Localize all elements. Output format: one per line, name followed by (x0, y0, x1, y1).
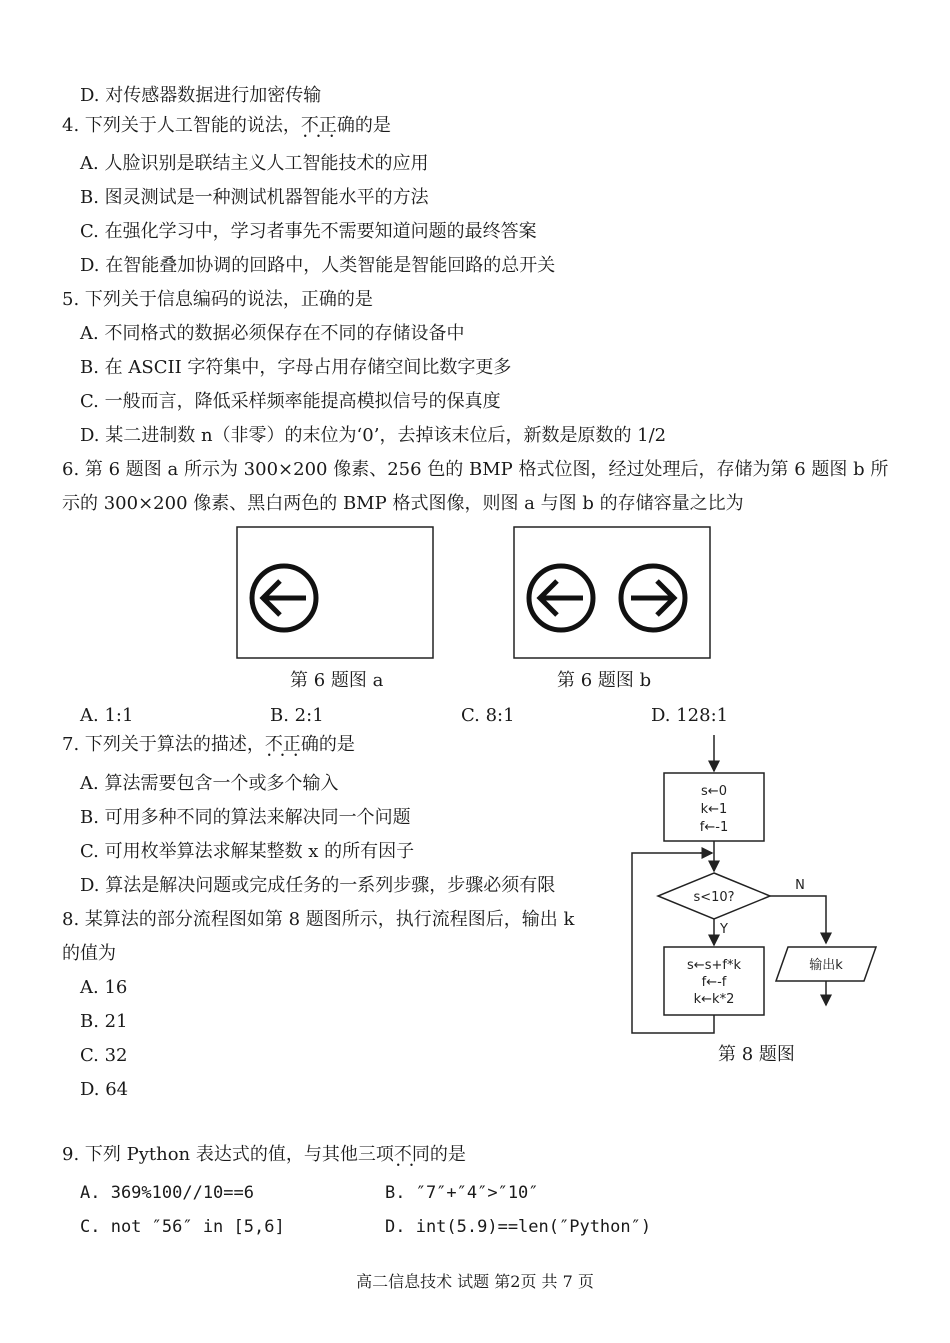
q6-figure-a (236, 526, 436, 660)
q7-option-a: A. 算法需要包含一个或多个输入 (80, 773, 339, 794)
page-footer: 高二信息技术 试题 第2页 共 7 页 (356, 1272, 594, 1291)
flow-init-line3: f←-1 (699, 820, 729, 835)
q4-stem (62, 113, 391, 139)
flow-init-line1: s←0 (701, 784, 727, 799)
q8-caption: 第 8 题图 (718, 1044, 795, 1065)
q7-stem-emphasis: 不正确 • • • (265, 734, 319, 755)
flow-condition-text: s<10? (693, 890, 735, 905)
q6-caption-b: 第 6 题图 b (557, 670, 652, 691)
q4-option-b: B. 图灵测试是一种测试机器智能水平的方法 (80, 187, 429, 208)
q4-stem-emphasis: 不正确 • • • (301, 115, 355, 136)
q8-flowchart (620, 735, 890, 1035)
q6-option-d: D. 128:1 (651, 705, 729, 726)
q5-stem: 5. 下列关于信息编码的说法，正确的是 (62, 289, 373, 310)
q8-option-a: A. 16 (80, 977, 128, 998)
q4-stem-text: 4. 下列关于人工智能的说法， (62, 115, 301, 136)
q9-stem-text: 9. 下列 Python 表达式的值，与其他三项 (62, 1144, 394, 1165)
q6-option-c: C. 8:1 (461, 705, 515, 726)
q7-stem-tail: 的是 (318, 734, 355, 755)
q6-caption-a: 第 6 题图 a (290, 670, 384, 691)
q5-option-a: A. 不同格式的数据必须保存在不同的存储设备中 (80, 323, 465, 344)
flow-init-line2: k←1 (700, 802, 728, 817)
flow-no-label: N (795, 878, 805, 893)
q4-stem-tail: 的是 (354, 115, 391, 136)
q4-option-d: D. 在智能叠加协调的回路中，人类智能是智能回路的总开关 (80, 255, 556, 276)
q7-stem (62, 732, 355, 758)
q9-option-d: D. int(5.9)==len(″Python″) (385, 1217, 652, 1237)
q5-option-d: D. 某二进制数 n（非零）的末位为‘0’，去掉该末位后，新数是原数的 1/2 (80, 425, 667, 446)
q9-stem-emphasis: 不同 • • (394, 1144, 430, 1165)
flow-body-line1: s←s+f*k (687, 958, 741, 973)
q6-figure-b (513, 526, 713, 660)
q9-option-b: B. ″7″+″4″>″10″ (385, 1183, 539, 1203)
q7-option-c: C. 可用枚举算法求解某整数 x 的所有因子 (80, 841, 415, 862)
q6-stem-line2: 示的 300×200 像素、黑白两色的 BMP 格式图像，则图 a 与图 b 的存储容量之比为 (62, 493, 744, 514)
q8-option-d: D. 64 (80, 1079, 129, 1100)
q4-option-a: A. 人脸识别是联结主义人工智能技术的应用 (80, 153, 429, 174)
q8-option-c: C. 32 (80, 1045, 128, 1066)
flow-body-line3: k←k*2 (693, 992, 735, 1007)
q8-stem-line1: 8. 某算法的部分流程图如第 8 题图所示，执行流程图后，输出 k (62, 909, 575, 930)
q9-option-a: A. 369%100//10==6 (80, 1183, 254, 1203)
q8-option-b: B. 21 (80, 1011, 128, 1032)
q7-option-d: D. 算法是解决问题或完成任务的一系列步骤，步骤必须有限 (80, 875, 556, 896)
q9-option-c: C. not ″56″ in [5,6] (80, 1217, 285, 1237)
q9-stem-tail: 的是 (429, 1144, 466, 1165)
q6-option-a: A. 1:1 (80, 705, 134, 726)
flow-yes-label: Y (720, 922, 728, 937)
q7-stem-text: 7. 下列关于算法的描述， (62, 734, 265, 755)
q4-option-c: C. 在强化学习中，学习者事先不需要知道问题的最终答案 (80, 221, 537, 242)
flow-body-line2: f←-f (701, 975, 727, 990)
q3-option-d: D. 对传感器数据进行加密传输 (80, 85, 322, 106)
flow-output-text: 输出k (809, 958, 843, 973)
q5-option-c: C. 一般而言，降低采样频率能提高模拟信号的保真度 (80, 391, 501, 412)
q8-stem-line2: 的值为 (62, 943, 116, 964)
q5-option-b: B. 在 ASCII 字符集中，字母占用存储空间比数字更多 (80, 357, 512, 378)
q6-option-b: B. 2:1 (270, 705, 324, 726)
q7-option-b: B. 可用多种不同的算法来解决同一个问题 (80, 807, 411, 828)
q9-stem (62, 1142, 466, 1168)
q6-stem-line1: 6. 第 6 题图 a 所示为 300×200 像素、256 色的 BMP 格式位图，经过处理后，存储为第 6 题图 b 所 (62, 459, 889, 480)
